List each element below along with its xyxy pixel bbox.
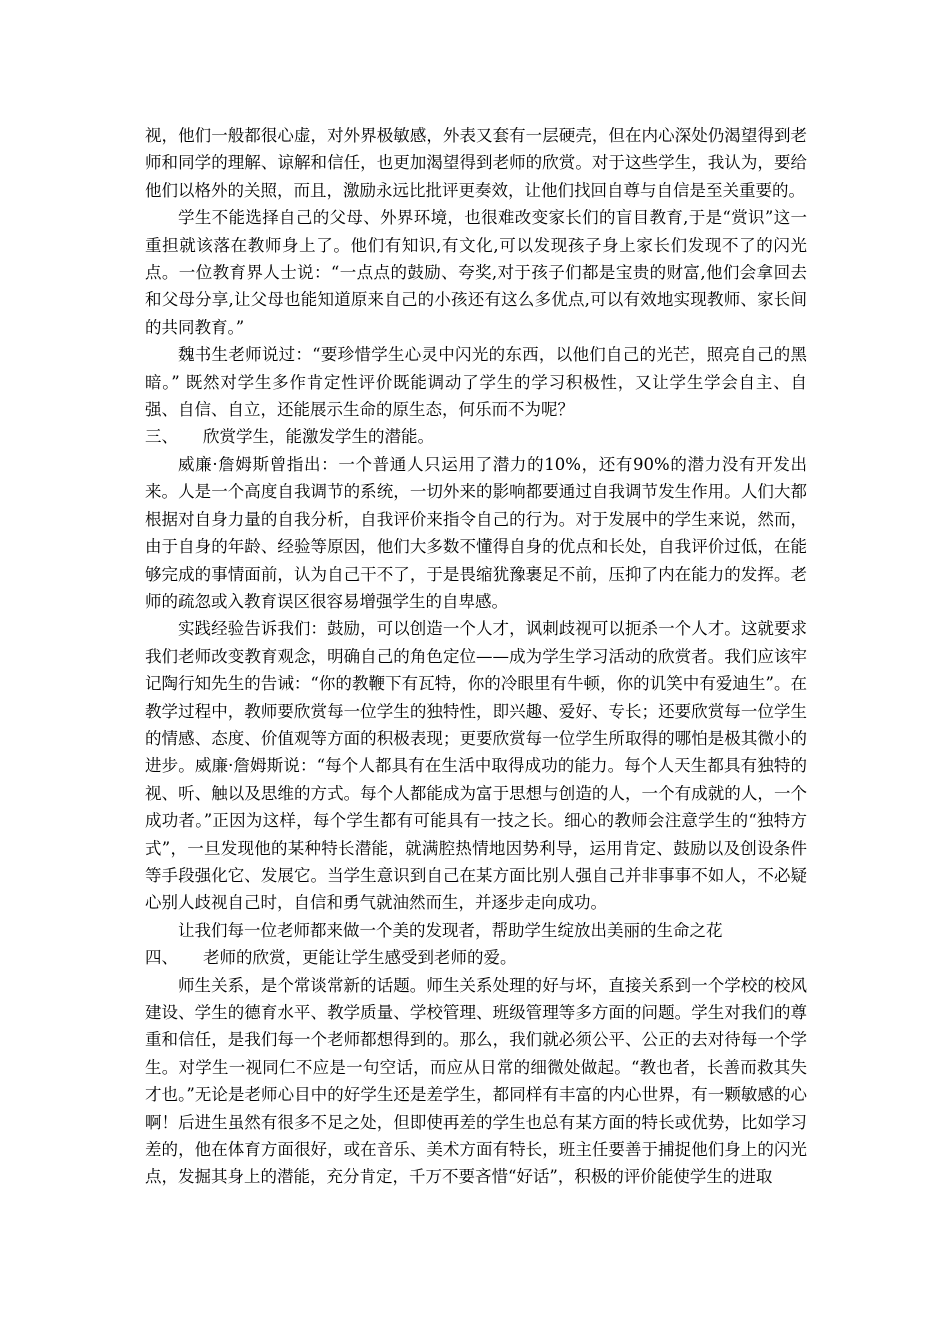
section-number-three: 三、 bbox=[145, 427, 178, 447]
paragraph-teacher-student-relationship: 师生关系，是个常谈常新的话题。师生关系处理的好与坏，直接关系到一个学校的校风建设、学生的德育水平、教学质量、学校管理、班级管理等多方面的问题。学生对我们的尊重和信任，是我们每一个老师都想得到的。那么，我们就必须公平、公正的去对待每一个学生。对学生一视同仁不应是一句空话，而应从日常的细微处做起。“教也者，长善而救其失才也。”无论是老师心目中的好学生还是差学生，都同样有丰富的内心世界，有一颗敏感的心啊！后进生虽然有很多不足之处，但即使再差的学生也总有某方面的特长或优势，比如学习差的，他在体育方面很好，或在音乐、美术方面有特长，班主任要善于捕捉他们身上的闪光点，发掘其身上的潜能，充分肯定，千万不要吝惜“好话”，积极的评价能使学生的进取 bbox=[145, 975, 807, 1187]
document-page bbox=[145, 122, 807, 1191]
paragraph-william-james-potential: 威廉·詹姆斯曾指出：一个普通人只运用了潜力的10%，还有90%的潜力没有开发出来。人是一个高度自我调节的系统，一切外来的影响都要通过自我调节发生作用。人们大都根据对自身力量的自我分析，自我评价来指令自己的行为。对于发展中的学生来说，然而，由于自身的年龄、经验等原因，他们大多数不懂得自身的优点和长处，自我评价过低，在能够完成的事情面前，认为自己干不了，于是畏缩犹豫裹足不前，压抑了内在能力的发挥。老师的疏忽或入教育误区很容易增强学生的自卑感。 bbox=[145, 454, 807, 611]
paragraph-continuation: 视，他们一般都很心虚，对外界极敏感，外表又套有一层硬壳，但在内心深处仍渴望得到老师和同学的理解、谅解和信任，也更加渴望得到老师的欣赏。对于这些学生，我认为，要给他们以格外的关照，而且，激励永远比批评更奏效，让他们找回自尊与自信是至关重要的。 bbox=[145, 126, 807, 200]
paragraph-practice-experience: 实践经验告诉我们：鼓励，可以创造一个人才，讽刺歧视可以扼杀一个人才。这就要求我们老师改变教育观念，明确自己的角色定位——成为学生学习活动的欣赏者。我们应该牢记陶行知先生的告诫：“你的教鞭下有瓦特，你的冷眼里有牛顿，你的讥笑中有爱迪生”。在教学过程中，教师要欣赏每一位学生的独特性，即兴趣、爱好、专长；还要欣赏每一位学生的情感、态度、价值观等方面的积极表现；更要欣赏每一位学生所取得的哪怕是极其微小的进步。威廉·詹姆斯说：“每个人都具有在生活中取得成功的能力。每个人天生都具有独特的视、听、触以及思维的方式。每个人都能成为富于思想与创造的人，一个有成就的人，一个成功者。”正因为这样，每个学生都有可能具有一技之长。细心的教师会注意学生的“独特方式”，一旦发现他的某种特长潜能，就满腔热情地因势利导，运用肯定、鼓励以及创设条件等手段强化它、发展它。当学生意识到自己在某方面比别人强自己并非事事不如人，不必疑心别人歧视自己时，自信和勇气就油然而生，并逐步走向成功。 bbox=[145, 619, 807, 913]
paragraph-appreciation-role: 学生不能选择自己的父母、外界环境，也很难改变家长们的盲目教育,于是“赏识”这一重担就该落在教师身上了。他们有知识,有文化,可以发现孩子身上家长们发现不了的闪光点。一位教育界人士说：“一点点的鼓励、夸奖,对于孩子们都是宝贵的财富,他们会拿回去和父母分享,让父母也能知道原来自己的小孩还有这么多优点,可以有效地实现教师、家长间的共同教育。” bbox=[145, 208, 807, 337]
section-heading-four bbox=[145, 944, 807, 971]
paragraph-beauty-discoverer: 让我们每一位老师都来做一个美的发现者，帮助学生绽放出美丽的生命之花 bbox=[178, 920, 723, 940]
paragraph-wei-shusheng-quote: 魏书生老师说过：“要珍惜学生心灵中闪光的东西，以他们自己的光芒，照亮自己的黑暗。” 既然对学生多作肯定性评价既能调动了学生的学习积极性，又让学生学会自主、自强、自信、自立，还能展示生命的原生态，何乐而不为呢？ bbox=[145, 345, 807, 420]
section-number-four: 四、 bbox=[145, 948, 178, 968]
section-title-three: 欣赏学生，能激发学生的潜能。 bbox=[203, 427, 434, 447]
section-title-four: 老师的欣赏，更能让学生感受到老师的爱。 bbox=[203, 948, 517, 968]
section-heading-three bbox=[145, 423, 807, 450]
